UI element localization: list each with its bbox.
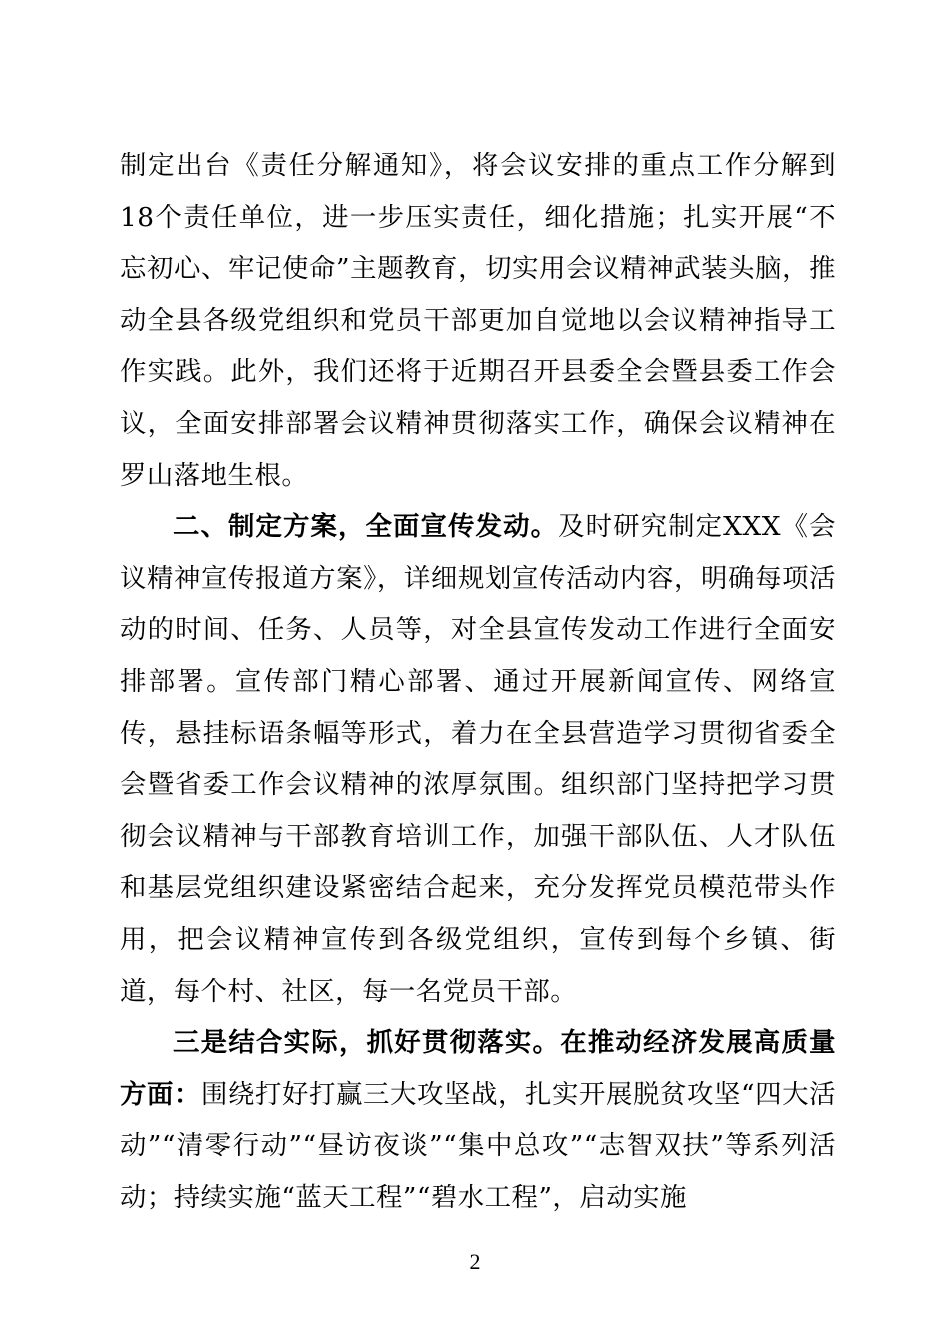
page-number: 2: [469, 1249, 481, 1274]
paragraph-3-heading: 三是结合实际，抓好贯彻落实。在推动经济发展高质量方面：: [120, 1027, 836, 1110]
body-text: [120, 140, 836, 1223]
paragraph-3-text: 围绕打好打赢三大攻坚战，扎实开展脱贫攻坚“四大活动”“清零行动”“昼访夜谈”“集中总攻”“志智双扶”等系列活动；持续实施“蓝天工程”“碧水工程”，启动实施: [120, 1078, 836, 1213]
paragraph-3: [120, 1017, 836, 1223]
paragraph-1: [120, 140, 836, 501]
paragraph-1-text: 制定出台《责任分解通知》，将会议安排的重点工作分解到18个责任单位，进一步压实责任，细化措施；扎实开展“不忘初心、牢记使命”主题教育，切实用会议精神武装头脑，推动全县各级党组织和党员干部更加自觉地以会议精神指导工作实践。此外，我们还将于近期召开县委全会暨县委工作会议，全面安排部署会议精神贯彻落实工作，确保会议精神在罗山落地生根。: [120, 150, 836, 491]
paragraph-2-text: 及时研究制定XXX《会议精神宣传报道方案》，详细规划宣传活动内容，明确每项活动的时间、任务、人员等，对全县宣传发动工作进行全面安排部署。宣传部门精心部署、通过开展新闻宣传、网络宣传，悬挂标语条幅等形式，着力在全县营造学习贯彻省委全会暨省委工作会议精神的浓厚氛围。组织部门坚持把学习贯彻会议精神与干部教育培训工作，加强干部队伍、人才队伍和基层党组织建设紧密结合起来，充分发挥党员模范带头作用，把会议精神宣传到各级党组织，宣传到每个乡镇、街道，每个村、社区，每一名党员干部。: [120, 511, 837, 1007]
paragraph-2: [120, 501, 836, 1017]
paragraph-2-heading: 二、制定方案，全面宣传发动。: [173, 511, 559, 543]
